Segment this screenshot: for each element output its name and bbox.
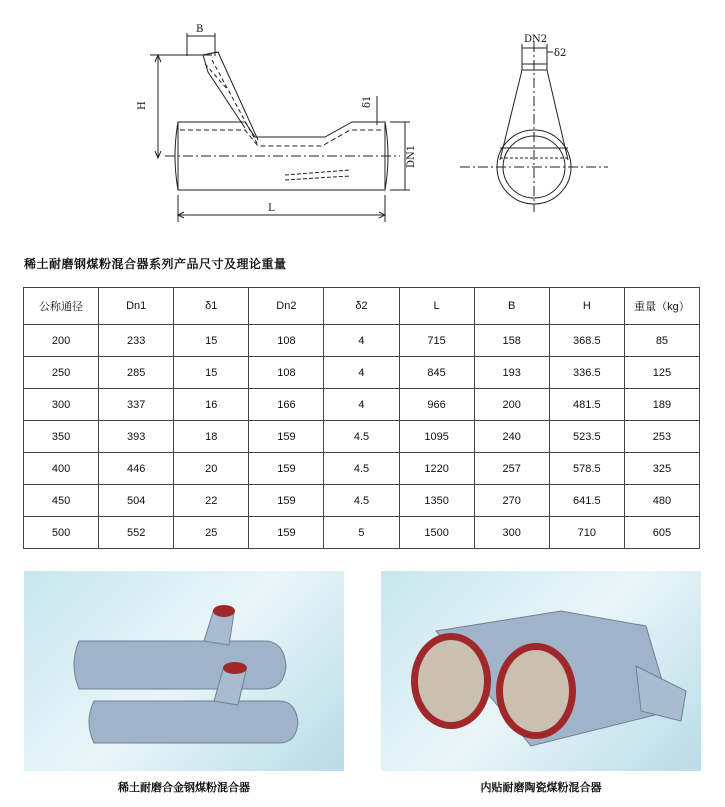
table-cell: 158 — [474, 325, 549, 357]
table-cell: 336.5 — [549, 357, 624, 389]
table-row — [24, 325, 700, 357]
table-cell: 18 — [174, 421, 249, 453]
table-cell: 159 — [249, 485, 324, 517]
table-cell: 300 — [24, 389, 99, 421]
table-cell: 337 — [99, 389, 174, 421]
table-cell: 240 — [474, 421, 549, 453]
pipe-illustration — [74, 605, 298, 743]
table-cell: 481.5 — [549, 389, 624, 421]
table-row — [24, 357, 700, 389]
table-cell: 1350 — [399, 485, 474, 517]
table-cell: 4.5 — [324, 421, 399, 453]
table-cell: 393 — [99, 421, 174, 453]
table-cell: 257 — [474, 453, 549, 485]
col-delta2: δ2 — [324, 288, 399, 325]
table-cell: 22 — [174, 485, 249, 517]
table-row — [24, 485, 700, 517]
photo-ceramic-mixer — [381, 571, 701, 771]
table-cell: 523.5 — [549, 421, 624, 453]
table-cell: 5 — [324, 517, 399, 549]
table-cell: 1500 — [399, 517, 474, 549]
caption-alloy-steel-mixer: 稀土耐磨合金钢煤粉混合器 — [118, 781, 250, 794]
table-row — [24, 453, 700, 485]
table-cell: 845 — [399, 357, 474, 389]
col-dn2: Dn2 — [249, 288, 324, 325]
table-cell: 4 — [324, 325, 399, 357]
dim-dn2-label: DN2 — [524, 34, 548, 45]
table-cell: 189 — [624, 389, 699, 421]
table-cell: 270 — [474, 485, 549, 517]
table-cell: 578.5 — [549, 453, 624, 485]
col-dn1: Dn1 — [99, 288, 174, 325]
side-view — [150, 33, 410, 222]
table-cell: 480 — [624, 485, 699, 517]
col-l: L — [399, 288, 474, 325]
table-cell: 300 — [474, 517, 549, 549]
table-cell: 108 — [249, 325, 324, 357]
end-view — [460, 42, 608, 212]
table-cell: 1095 — [399, 421, 474, 453]
table-cell: 125 — [624, 357, 699, 389]
table-cell: 15 — [174, 357, 249, 389]
table-cell: 85 — [624, 325, 699, 357]
table-cell: 16 — [174, 389, 249, 421]
table-row — [24, 389, 700, 421]
col-delta1: δ1 — [174, 288, 249, 325]
table-cell: 552 — [99, 517, 174, 549]
table-row — [24, 517, 700, 549]
table-cell: 253 — [624, 421, 699, 453]
table-cell: 4 — [324, 389, 399, 421]
table-cell: 641.5 — [549, 485, 624, 517]
table-cell: 159 — [249, 453, 324, 485]
caption-ceramic-mixer: 内贴耐磨陶瓷煤粉混合器 — [480, 781, 602, 794]
table-cell: 200 — [24, 325, 99, 357]
dim-delta2-label: δ2 — [554, 48, 567, 59]
table-cell: 193 — [474, 357, 549, 389]
table-cell: 1220 — [399, 453, 474, 485]
table-cell: 710 — [549, 517, 624, 549]
table-cell: 715 — [399, 325, 474, 357]
table-cell: 325 — [624, 453, 699, 485]
table-cell: 250 — [24, 357, 99, 389]
table-title: 稀土耐磨钢煤粉混合器系列产品尺寸及理论重量 — [24, 257, 287, 271]
table-cell: 605 — [624, 517, 699, 549]
table-cell: 233 — [99, 325, 174, 357]
dim-h-label: H — [137, 101, 148, 110]
table-cell: 400 — [24, 453, 99, 485]
table-cell: 350 — [24, 421, 99, 453]
table-cell: 108 — [249, 357, 324, 389]
table-cell: 159 — [249, 517, 324, 549]
col-weight: 重量（kg） — [624, 288, 699, 325]
table-cell: 450 — [24, 485, 99, 517]
table-cell: 504 — [99, 485, 174, 517]
table-cell: 25 — [174, 517, 249, 549]
dim-b-label: B — [196, 24, 204, 35]
table-cell: 200 — [474, 389, 549, 421]
table-cell: 166 — [249, 389, 324, 421]
technical-drawing — [0, 0, 725, 240]
table-cell: 15 — [174, 325, 249, 357]
spec-table — [23, 287, 700, 549]
dim-delta1-label: δ1 — [362, 95, 373, 108]
dim-dn1-label: DN1 — [406, 144, 417, 168]
photo-alloy-steel-mixer — [24, 571, 344, 771]
table-row — [24, 421, 700, 453]
table-header-row — [24, 288, 700, 325]
table-cell: 368.5 — [549, 325, 624, 357]
table-cell: 4.5 — [324, 453, 399, 485]
col-h: H — [549, 288, 624, 325]
table-cell: 159 — [249, 421, 324, 453]
table-cell: 285 — [99, 357, 174, 389]
pipe-illustration — [411, 611, 686, 746]
col-nominal-diameter: 公称通径 — [24, 288, 99, 325]
table-cell: 446 — [99, 453, 174, 485]
col-b: B — [474, 288, 549, 325]
table-cell: 4 — [324, 357, 399, 389]
table-cell: 966 — [399, 389, 474, 421]
dim-l-label: L — [268, 203, 275, 214]
table-cell: 20 — [174, 453, 249, 485]
table-cell: 500 — [24, 517, 99, 549]
table-cell: 4.5 — [324, 485, 399, 517]
